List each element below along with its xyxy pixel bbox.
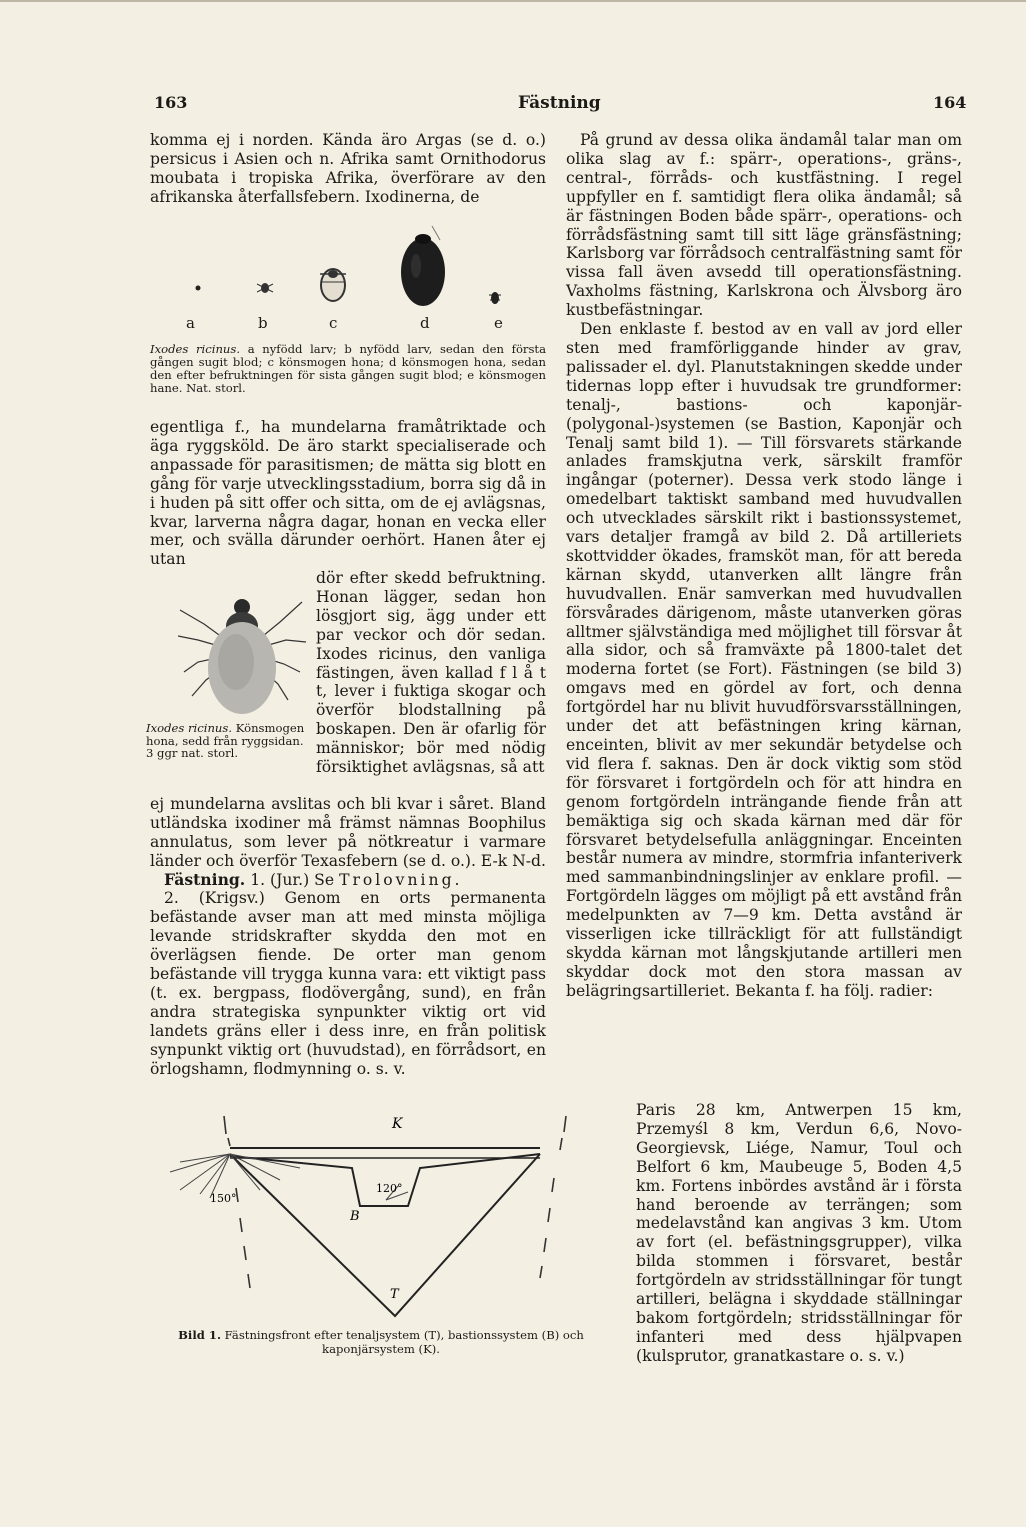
paragraph-krigsv: 2. (Krigsv.) Genom en orts permanenta befästande avser man att med minsta möjliga levande stridskrafter skydda den mot en överlägsen fiende. De orter man genom befästande vill trygga kunna vara: ett viktigt pass (t. ex. bergpass, flodövergång, sund), en från andra strategiska synpunkter viktig ort vid landets gräns eller i dess inre, en från politisk synpunkt viktig ort (huvudstad), en förrådsort, en örlogshamn, flodmynning o. s. v. — [150, 889, 546, 1078]
figure-tick-stages — [170, 224, 530, 314]
right-column — [566, 131, 962, 1001]
tick-larva-b — [257, 283, 273, 293]
caption-text: a nyfödd larv; b nyfödd larv, sedan den första gången sugit blod; c könsmogen hona; d könsmogen hona, sedan den efter befruktningen för sista gången sugit blod; e könsmogen hane. Nat. storl. — [150, 342, 546, 395]
bastion-line — [230, 1154, 540, 1206]
figure-label-a: a — [186, 314, 195, 332]
figure-fortification-front — [150, 1098, 590, 1330]
author-signature: E-k N-d. — [480, 851, 546, 870]
figure-label-c: c — [329, 314, 338, 332]
label-k: K — [392, 1116, 403, 1132]
left-column-lower — [150, 795, 546, 1079]
entry-cross-reference: Trolovning. — [339, 870, 463, 889]
page-top-rule — [0, 0, 1026, 2]
caption-species-female: Ixodes ricinus. — [146, 721, 233, 735]
left-column-top — [150, 131, 546, 207]
entry-line — [150, 871, 546, 890]
paragraph-radier: Paris 28 km, Antwerpen 15 km, Przemyśl 8 km, Verdun 6,6, Novo-Georgievsk, Liége, Namur, Toul och Belfort 6 km, Maubeuge 5, Boden 4,5 km. Fortens inbördes avstånd är i första hand beroende av terrängen; som medelavstånd kan angivas 3 km. Utom av fort (el. befästningsgrupper), vilka bilda stommen i försvaret, består fortgördeln av stridsställningar för tungt artilleri, belägna i skyddade ställningar bakom fortgördeln; stridsställningar för infanteri med dess hjälpvapen (kulsprutor, granatkastare o. s. v.) — [636, 1101, 962, 1365]
entry-headword: Fästning. — [164, 869, 246, 889]
page-number-right: 164 — [933, 93, 967, 112]
caption-species: Ixodes ricinus. — [150, 342, 241, 356]
figure-label-d: d — [420, 314, 430, 332]
paragraph-slag: På grund av dessa olika ändamål talar man om olika slag av f.: spärr-, operations-, gräns-, central-, förråds- och kustfästning. I regel uppfyller en f. samtidigt flera olika ändamål; så är fästningen Boden både spärr-, operations- och förrådsfästning samt till sitt läge gränsfästning; Karlsborg var förrådsoch centralfästning samt för vissa fall även avsedd till operationsfästning. Vaxholms fästning, Karlskrona och Älvsborg äro kustbefästningar. — [566, 131, 962, 320]
paragraph-argas: komma ej i norden. Kända äro Argas (se d. o.) persicus i Asien och n. Afrika samt Ornithodorus moubata i tropiska Afrika, överförare av den afrikanska återfallsfebern. Ixodinerna, de — [150, 131, 546, 206]
running-head: Fästning — [518, 93, 601, 113]
figure-label-e: e — [494, 314, 503, 332]
paragraph-boophilus: ej mundelarna avslitas och bli kvar i såret. Bland utländska ixodiner må främst nämnas Boophilus annulatus, som lever på nötkreatur i varmare länder och överför Texasfebern (se d. o.). — [150, 795, 546, 870]
tick-larva-a — [196, 286, 201, 291]
angle-120: 120° — [376, 1182, 403, 1195]
paragraph-honan: dör efter skedd befruktning. Honan lägger, sedan hon lösgjort sig, ägg under ett par veckor och dör sedan. Ixodes ricinus, den vanliga fästingen, även kallad f l å t t, lever i fuktiga skogar och överför blodstallning på boskapen. Den är ofarlig för människor; bör med nödig försiktighet avlägsnas, så att — [316, 569, 546, 777]
figure-front-caption — [146, 1328, 616, 1356]
angle-150: 150° — [210, 1192, 237, 1205]
left-column-body — [150, 418, 546, 569]
right-column-wrap — [636, 1101, 962, 1366]
figure-ticks-caption — [150, 343, 546, 395]
label-t: T — [390, 1287, 399, 1302]
figure-tick-female-dorsal — [178, 592, 308, 722]
tick-male-e — [489, 292, 501, 304]
entry-sense-1: 1. (Jur.) Se — [250, 870, 335, 889]
tick-engorged-d — [401, 234, 445, 306]
paragraph-enklaste: Den enklaste f. bestod av en vall av jord eller sten med framförliggande hinder av grav, palissader el. dyl. Planutstakningen skedde under tidernas lopp efter i huvudsak tre grundformer: tenalj-, bastions- och kaponjär-(polygonal-)systemen (se Bastion, Kaponjär och Tenalj samt bild 1). — Till försvarets stärkande anlades framskjutna verk, särskilt framför ingångar (poterner). Dessa verk stodo länge i omedelbart taktiskt samband med huvudvallen och utvecklades särskilt rikt i bastionssystemet, vars detaljer framgå av bild 2. Då artilleriets skottvidder ökades, framsköt man, för att bereda kärnan skydd, utanverken allt längre från huvudvallen. Enär samverkan med huvudvallen försvårades därigenom, måste utanverken göras alltmer självständiga med möjlighet till försvar åt alla sidor, och så framväxte på 1800-talet det moderna fortet (se Fort). Fästningen (se bild 3) omgavs med en gördel av fort, och denna fortgördel har nu blivit huvudförsvarsställningen, under det att befästningen kring kärnan, enceinten, blivit av mer sekundär betydelse och vid flera f. saknas. Den är dock viktig som stöd för försvaret i fortgördeln och för att hindra en genom fortgördeln inträngande fiende från att bemäktiga sig och skada kärnan med där för försvaret betydelsefulla anläggningar. Enceinten består numera av mindre, stormfria infanteriverk med sammanbindningslinjer av enklare profil. — Fortgördeln lägges om möjligt på ett avstånd från medelpunkten av 7—9 km. Detta avstånd är visserligen icke tillräckligt för att fullständigt skydda kärnan mot långskjutande artilleri men skyddar dock mot den stora massan av belägringsartilleriet. Bekanta f. ha följ. radier: — [566, 320, 962, 1000]
figure-front-caption-text: Fästningsfront efter tenaljsystem (T), bastionssystem (B) och kaponjärsystem (K). — [224, 1328, 584, 1356]
figure-number: Bild 1. — [178, 1328, 221, 1342]
figure-female-caption — [146, 722, 306, 760]
page-number-left: 163 — [154, 93, 188, 112]
tick-female-c — [320, 269, 346, 301]
label-b: B — [350, 1209, 360, 1224]
caption-text-female: Könsmogen hona, sedd från ryggsidan. 3 ggr nat. storl. — [146, 721, 305, 760]
figure-label-b: b — [258, 314, 268, 332]
left-column-wrap — [316, 569, 546, 777]
paragraph-ixodinae: egentliga f., ha mundelarna framåtriktade och äga ryggsköld. De äro starkt specialiserade och anpassade för parasitismen; de mätta sig blott en gång för varje utvecklingsstadium, borra sig då in i huden på sitt offer och sitta, om de ej avlägsnas, kvar, larverna några dagar, honan en vecka eller mer, och svälla därunder oerhört. Hanen åter ej utan — [150, 418, 546, 569]
